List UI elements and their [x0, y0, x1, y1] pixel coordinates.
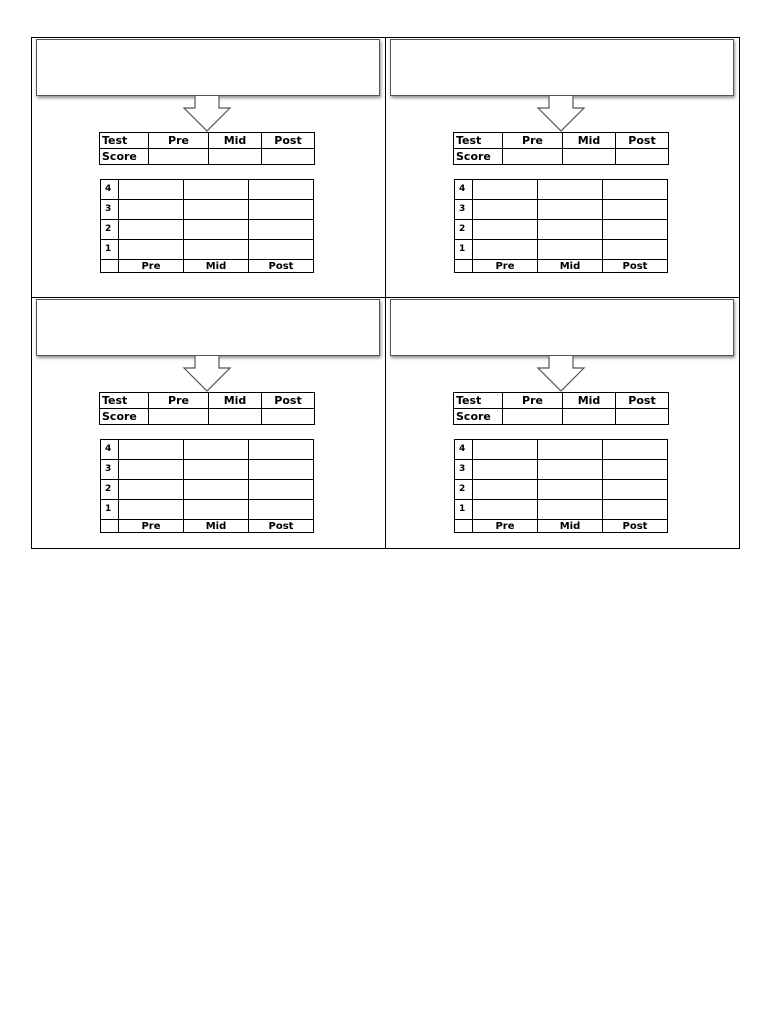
score-table-header-row [100, 133, 315, 149]
graph-cell[interactable] [119, 240, 184, 260]
graph-cell[interactable] [538, 500, 603, 520]
graph-cell[interactable] [538, 220, 603, 240]
graph-column-label: Mid [538, 520, 603, 533]
graph-level-label: 4 [455, 180, 473, 200]
score-table-header-cell: Test [100, 133, 149, 149]
progress-graph-grid [100, 179, 314, 273]
score-table-header-cell: Pre [149, 393, 209, 409]
score-table-header-cell: Pre [149, 133, 209, 149]
graph-cell[interactable] [603, 240, 668, 260]
graph-cell[interactable] [473, 240, 538, 260]
graph-column-label: Mid [538, 260, 603, 273]
score-table-header-cell: Test [454, 393, 503, 409]
goal-text-box[interactable] [390, 299, 734, 356]
score-table-row [454, 149, 669, 165]
graph-level-row [101, 240, 314, 260]
score-table [453, 132, 669, 165]
graph-cell[interactable] [249, 200, 314, 220]
graph-level-label: 3 [101, 460, 119, 480]
graph-level-label: 4 [455, 440, 473, 460]
graph-cell[interactable] [473, 440, 538, 460]
graph-cell[interactable] [473, 200, 538, 220]
score-table-header-cell: Pre [503, 133, 563, 149]
graph-corner-cell [101, 520, 119, 533]
graph-level-row [101, 500, 314, 520]
graph-cell[interactable] [603, 220, 668, 240]
graph-column-label: Pre [119, 520, 184, 533]
score-row-label: Score [100, 149, 149, 165]
score-table-header-cell: Mid [563, 133, 616, 149]
tracking-card [386, 298, 739, 557]
graph-level-label: 3 [101, 200, 119, 220]
score-table-header-cell: Mid [209, 133, 262, 149]
graph-level-row [101, 220, 314, 240]
graph-level-label: 3 [455, 460, 473, 480]
graph-level-label: 4 [101, 440, 119, 460]
graph-level-row [455, 200, 668, 220]
graph-cell[interactable] [473, 220, 538, 240]
graph-cell[interactable] [184, 240, 249, 260]
score-table-header-cell: Post [262, 133, 315, 149]
graph-cell[interactable] [184, 200, 249, 220]
graph-column-label: Pre [473, 260, 538, 273]
score-cell[interactable] [616, 149, 669, 165]
graph-cell[interactable] [538, 240, 603, 260]
down-arrow-icon [182, 96, 232, 136]
score-cell[interactable] [149, 149, 209, 165]
graph-cell[interactable] [184, 180, 249, 200]
graph-column-label: Pre [473, 520, 538, 533]
score-table [99, 132, 315, 165]
graph-axis-row [101, 260, 314, 273]
graph-cell[interactable] [538, 200, 603, 220]
graph-column-label: Post [249, 520, 314, 533]
graph-cell[interactable] [119, 500, 184, 520]
graph-cell[interactable] [473, 460, 538, 480]
graph-cell[interactable] [249, 500, 314, 520]
graph-axis-row [101, 520, 314, 533]
graph-cell[interactable] [473, 480, 538, 500]
tracking-card [32, 38, 385, 297]
score-cell[interactable] [209, 409, 262, 425]
score-table [453, 392, 669, 425]
score-row-label: Score [454, 409, 503, 425]
score-table-row [454, 409, 669, 425]
graph-cell[interactable] [249, 240, 314, 260]
progress-graph-grid [454, 179, 668, 273]
graph-cell[interactable] [538, 180, 603, 200]
graph-level-label: 2 [455, 220, 473, 240]
graph-cell[interactable] [249, 480, 314, 500]
graph-cell[interactable] [249, 460, 314, 480]
graph-level-row [455, 500, 668, 520]
graph-level-row [455, 240, 668, 260]
score-row-label: Score [454, 149, 503, 165]
score-table-header-row [100, 393, 315, 409]
graph-cell[interactable] [184, 460, 249, 480]
graph-cell[interactable] [473, 180, 538, 200]
graph-level-label: 1 [455, 240, 473, 260]
score-cell[interactable] [503, 409, 563, 425]
graph-axis-row [455, 260, 668, 273]
goal-text-box[interactable] [36, 39, 380, 96]
graph-cell[interactable] [538, 460, 603, 480]
graph-level-label: 4 [101, 180, 119, 200]
graph-level-row [101, 460, 314, 480]
graph-cell[interactable] [119, 460, 184, 480]
graph-level-row [455, 220, 668, 240]
score-table-header-cell: Post [616, 133, 669, 149]
score-table-header-cell: Mid [563, 393, 616, 409]
score-cell[interactable] [563, 409, 616, 425]
score-table-header-cell: Test [100, 393, 149, 409]
goal-text-box[interactable] [390, 39, 734, 96]
graph-level-row [101, 180, 314, 200]
score-table [99, 392, 315, 425]
score-table-header-cell: Mid [209, 393, 262, 409]
graph-column-label: Pre [119, 260, 184, 273]
graph-column-label: Post [603, 520, 668, 533]
score-table-header-cell: Pre [503, 393, 563, 409]
graph-column-label: Post [603, 260, 668, 273]
graph-level-row [101, 200, 314, 220]
goal-text-box[interactable] [36, 299, 380, 356]
score-cell[interactable] [262, 149, 315, 165]
graph-column-label: Mid [184, 260, 249, 273]
graph-cell[interactable] [119, 200, 184, 220]
graph-cell[interactable] [603, 480, 668, 500]
graph-cell[interactable] [473, 500, 538, 520]
score-cell[interactable] [262, 409, 315, 425]
score-cell[interactable] [563, 149, 616, 165]
graph-cell[interactable] [119, 220, 184, 240]
graph-cell[interactable] [184, 480, 249, 500]
score-table-header-cell: Post [262, 393, 315, 409]
graph-column-label: Post [249, 260, 314, 273]
graph-cell[interactable] [119, 180, 184, 200]
graph-level-label: 2 [101, 480, 119, 500]
score-cell[interactable] [149, 409, 209, 425]
progress-graph-grid [100, 439, 314, 533]
graph-cell[interactable] [603, 440, 668, 460]
progress-graph-grid [454, 439, 668, 533]
graph-corner-cell [101, 260, 119, 273]
score-row-label: Score [100, 409, 149, 425]
down-arrow-icon [182, 356, 232, 396]
graph-cell[interactable] [538, 480, 603, 500]
graph-cell[interactable] [119, 480, 184, 500]
score-table-header-cell: Post [616, 393, 669, 409]
graph-cell[interactable] [603, 500, 668, 520]
score-table-header-row [454, 133, 669, 149]
graph-cell[interactable] [603, 180, 668, 200]
score-table-row [100, 149, 315, 165]
tracking-card [32, 298, 385, 557]
graph-level-row [455, 460, 668, 480]
tracking-card [386, 38, 739, 297]
graph-column-label: Mid [184, 520, 249, 533]
graph-corner-cell [455, 520, 473, 533]
graph-level-row [455, 480, 668, 500]
graph-level-label: 2 [455, 480, 473, 500]
score-table-row [100, 409, 315, 425]
graph-corner-cell [455, 260, 473, 273]
down-arrow-icon [536, 356, 586, 396]
graph-cell[interactable] [249, 440, 314, 460]
graph-level-row [101, 440, 314, 460]
worksheet [31, 37, 740, 549]
score-cell[interactable] [503, 149, 563, 165]
graph-level-label: 1 [101, 500, 119, 520]
graph-level-label: 3 [455, 200, 473, 220]
graph-cell[interactable] [538, 440, 603, 460]
graph-level-label: 1 [101, 240, 119, 260]
graph-cell[interactable] [119, 440, 184, 460]
graph-cell[interactable] [184, 440, 249, 460]
graph-cell[interactable] [249, 220, 314, 240]
graph-cell[interactable] [249, 180, 314, 200]
score-table-header-cell: Test [454, 133, 503, 149]
graph-axis-row [455, 520, 668, 533]
graph-level-label: 2 [101, 220, 119, 240]
score-cell[interactable] [209, 149, 262, 165]
score-cell[interactable] [616, 409, 669, 425]
down-arrow-icon [536, 96, 586, 136]
graph-cell[interactable] [603, 200, 668, 220]
graph-level-row [455, 440, 668, 460]
graph-cell[interactable] [603, 460, 668, 480]
graph-level-row [455, 180, 668, 200]
graph-cell[interactable] [184, 220, 249, 240]
graph-cell[interactable] [184, 500, 249, 520]
graph-level-row [101, 480, 314, 500]
score-table-header-row [454, 393, 669, 409]
graph-level-label: 1 [455, 500, 473, 520]
